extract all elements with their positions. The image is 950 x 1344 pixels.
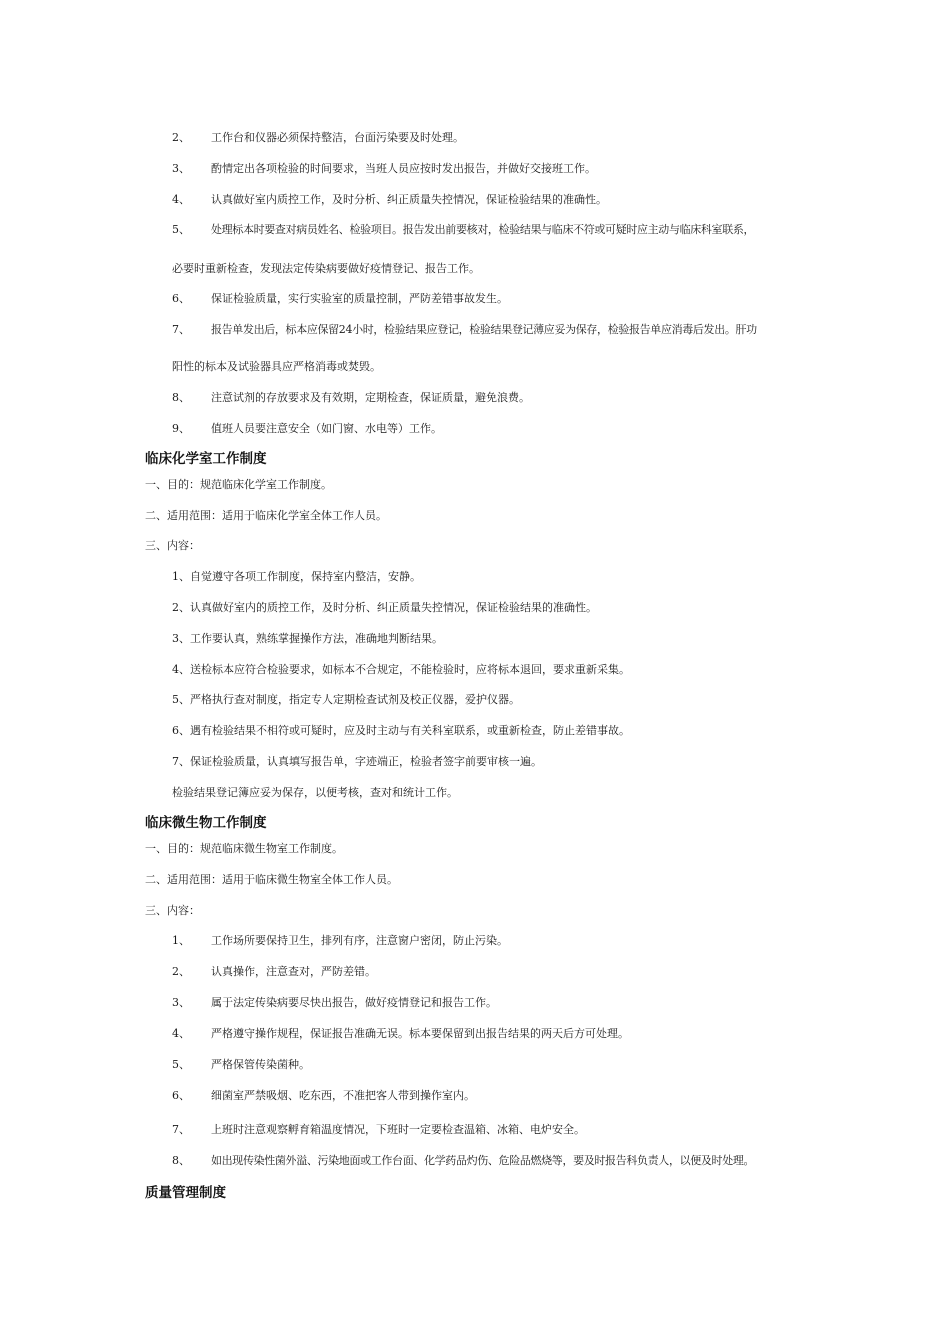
list-item: 注意试剂的存放要求及有效期，定期检查，保证质量，避免浪费。 <box>211 391 530 404</box>
list-number: 8、 <box>172 391 190 404</box>
list-item: 上班时注意观察孵育箱温度情况，下班时一定要检查温箱、冰箱、电炉安全。 <box>211 1123 585 1136</box>
scope-line: 二、适用范围：适用于临床化学室全体工作人员。 <box>145 509 387 522</box>
section-heading: 临床微生物工作制度 <box>145 815 267 831</box>
scope-line: 二、适用范围：适用于临床微生物室全体工作人员。 <box>145 873 398 886</box>
list-item: 酌情定出各项检验的时间要求，当班人员应按时发出报告，并做好交接班工作。 <box>211 162 596 175</box>
list-number: 4、 <box>172 193 190 206</box>
list-number: 5、 <box>172 1058 190 1071</box>
list-number: 3、 <box>172 996 190 1009</box>
list-item-continuation: 必要时重新检查，发现法定传染病要做好疫情登记、报告工作。 <box>172 262 480 275</box>
list-number: 9、 <box>172 422 190 435</box>
list-number: 4、 <box>172 1027 190 1040</box>
list-item: 4、送检标本应符合检验要求，如标本不合规定，不能检验时，应将标本退回，要求重新采集。 <box>172 663 630 676</box>
list-item: 值班人员要注意安全（如门窗、水电等）工作。 <box>211 422 442 435</box>
list-number: 5、 <box>172 223 190 236</box>
list-item: 报告单发出后，标本应保留24小时，检验结果应登记，检验结果登记薄应妥为保存，检验报告单应消毒后发出。肝功 <box>211 323 757 336</box>
list-number: 8、 <box>172 1154 190 1167</box>
section-heading: 质量管理制度 <box>145 1185 226 1201</box>
content-label: 三、内容： <box>145 904 200 917</box>
list-number: 2、 <box>172 131 190 144</box>
list-item: 严格保管传染菌种。 <box>211 1058 310 1071</box>
purpose-line: 一、目的：规范临床化学室工作制度。 <box>145 478 332 491</box>
list-item: 工作场所要保持卫生，排列有序，注意窗户密闭，防止污染。 <box>211 934 508 947</box>
section-heading: 临床化学室工作制度 <box>145 451 267 467</box>
list-item: 处理标本时要查对病员姓名、检验项目。报告发出前要核对，检验结果与临床不符或可疑时应主动与临床科室联系， <box>211 223 755 236</box>
list-number: 7、 <box>172 323 190 336</box>
list-item-continuation: 阳性的标本及试验器具应严格消毒或焚毁。 <box>172 360 381 373</box>
list-item: 认真操作，注意查对，严防差错。 <box>211 965 376 978</box>
list-number: 2、 <box>172 965 190 978</box>
list-item: 细菌室严禁吸烟、吃东西，不准把客人带到操作室内。 <box>211 1089 475 1102</box>
list-number: 3、 <box>172 162 190 175</box>
list-number: 6、 <box>172 1089 190 1102</box>
list-item: 保证检验质量，实行实验室的质量控制，严防差错事故发生。 <box>211 292 508 305</box>
list-item: 2、认真做好室内的质控工作，及时分析、纠正质量失控情况，保证检验结果的准确性。 <box>172 601 597 614</box>
list-item: 5、严格执行查对制度，指定专人定期检查试剂及校正仪器，爱护仪器。 <box>172 693 520 706</box>
list-item: 严格遵守操作规程，保证报告准确无误。标本要保留到出报告结果的两天后方可处理。 <box>211 1027 629 1040</box>
list-item: 6、遇有检验结果不相符或可疑时，应及时主动与有关科室联系，或重新检查，防止差错事故。 <box>172 724 630 737</box>
list-item: 检验结果登记簿应妥为保存，以便考核，查对和统计工作。 <box>172 786 458 799</box>
list-item: 如出现传染性菌外溢、污染地面或工作台面、化学药品灼伤、危险品燃烧等，要及时报告科负责人，以便及时处理。 <box>211 1154 755 1167</box>
list-number: 1、 <box>172 934 190 947</box>
list-item: 属于法定传染病要尽快出报告，做好疫情登记和报告工作。 <box>211 996 497 1009</box>
list-number: 7、 <box>172 1123 190 1136</box>
list-item: 工作台和仪器必须保持整洁，台面污染要及时处理。 <box>211 131 464 144</box>
list-item: 3、工作要认真，熟练掌握操作方法，准确地判断结果。 <box>172 632 443 645</box>
purpose-line: 一、目的：规范临床微生物室工作制度。 <box>145 842 343 855</box>
list-item: 1、自觉遵守各项工作制度，保持室内整洁，安静。 <box>172 570 421 583</box>
content-label: 三、内容： <box>145 539 200 552</box>
list-number: 6、 <box>172 292 190 305</box>
list-item: 7、保证检验质量，认真填写报告单，字迹端正，检验者签字前要审核一遍。 <box>172 755 542 768</box>
list-item: 认真做好室内质控工作，及时分析、纠正质量失控情况，保证检验结果的准确性。 <box>211 193 607 206</box>
